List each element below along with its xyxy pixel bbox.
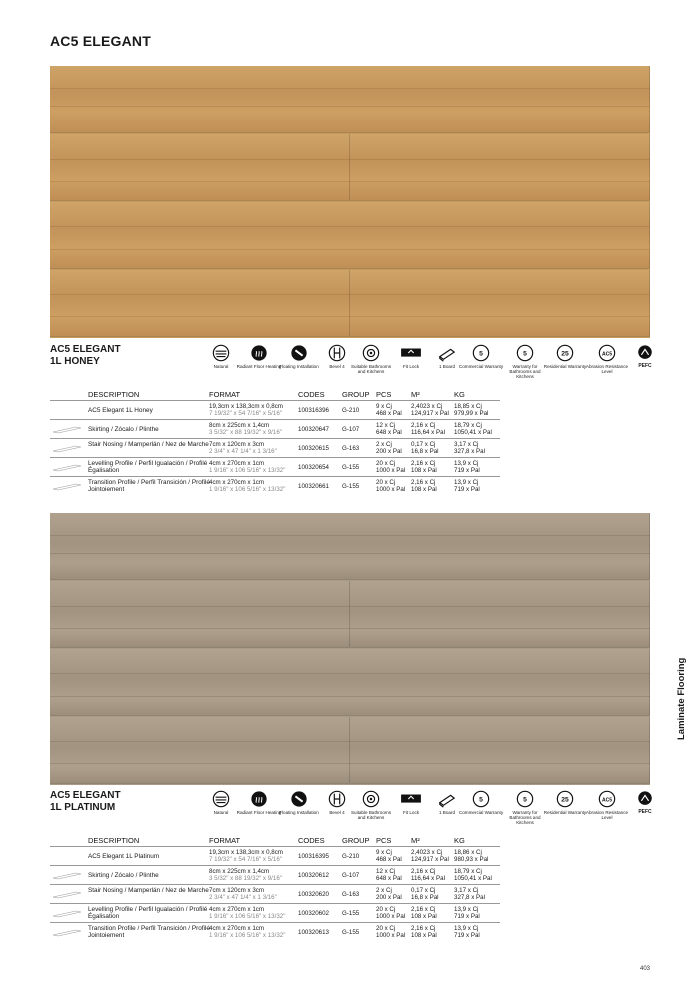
- row-group: G-107: [342, 426, 360, 433]
- feature-residential-warranty: [542, 344, 588, 369]
- row-kg: 13,9 x Cj 719 x Pal: [454, 460, 480, 474]
- table-row: [50, 865, 500, 884]
- row-kg: 18,79 x Cj 1050,41 x Pal: [454, 868, 492, 882]
- column-header-description: DESCRIPTION: [88, 390, 140, 399]
- row-kg: 13,9 x Cj 719 x Pal: [454, 479, 480, 493]
- row-pcs: 20 x Cj 1000 x Pal: [376, 479, 406, 493]
- svg-text:AC5: AC5: [601, 797, 613, 804]
- column-header-format: FORMAT: [209, 390, 241, 399]
- svg-text:AC5: AC5: [601, 351, 613, 358]
- svg-text:5: 5: [479, 796, 483, 804]
- table-row: [50, 476, 500, 495]
- row-format: 4cm x 270cm x 1cm 1 9/16" x 106 5/16" x 13/32": [209, 925, 286, 939]
- feature-label: Commercial Warranty: [458, 364, 504, 369]
- column-header-group: GROUP: [342, 836, 370, 845]
- row-pcs: 20 x Cj 1000 x Pal: [376, 460, 406, 474]
- feature-commercial-warranty: [458, 790, 504, 815]
- pefc-icon: PEFC: [622, 344, 668, 369]
- row-m2: 2,16 x Cj 116,64 x Pal: [411, 422, 445, 436]
- feature-label: Residential Warranty: [543, 810, 587, 815]
- column-header-pcs: PCS: [376, 390, 392, 399]
- spec-table-platinum: [50, 837, 500, 945]
- row-code: 100320620: [298, 891, 329, 898]
- row-pcs: 2 x Cj 200 x Pal: [376, 887, 402, 901]
- row-m2: 2,16 x Cj 108 x Pal: [411, 906, 437, 920]
- table-row: [50, 419, 500, 438]
- row-pcs: 20 x Cj 1000 x Pal: [376, 906, 406, 920]
- feature-icons-platinum: [198, 790, 658, 830]
- row-kg: 18,79 x Cj 1050,41 x Pal: [454, 422, 492, 436]
- page-title: AC5 ELEGANT: [50, 33, 151, 49]
- column-header-codes: CODES: [298, 836, 325, 845]
- row-code: 100320602: [298, 910, 329, 917]
- column-header-pcs: PCS: [376, 836, 392, 845]
- section-side-label: Laminate Flooring: [676, 657, 687, 740]
- feature-label: Suitable Bathrooms and Kitchens: [350, 364, 392, 374]
- row-format: 4cm x 270cm x 1cm 1 9/16" x 106 5/16" x 13/32": [209, 906, 286, 920]
- row-group: G-210: [342, 407, 360, 414]
- column-header-group: GROUP: [342, 390, 370, 399]
- row-group: G-155: [342, 910, 360, 917]
- feature-label: Bevel 4: [329, 810, 345, 815]
- product-name-honey: AC5 ELEGANT 1L HONEY: [50, 344, 121, 367]
- feature-label: Natural: [213, 364, 229, 369]
- row-m2: 0,17 x Cj 16,8 x Pal: [411, 441, 439, 455]
- feature-label: Radiant Floor Heating: [236, 810, 282, 815]
- row-group: G-163: [342, 891, 360, 898]
- row-kg: 18,85 x Cj 979,99 x Pal: [454, 403, 489, 417]
- row-group: G-210: [342, 853, 360, 860]
- feature-label: Abrasion Resistance Level: [585, 364, 629, 374]
- row-description: AC5 Elegant 1L Platinum: [88, 852, 160, 860]
- row-description: AC5 Elegant 1L Honey: [88, 406, 153, 414]
- table-row: [50, 884, 500, 903]
- row-group: G-107: [342, 872, 360, 879]
- table-row: [50, 457, 500, 476]
- feature-label: 1 Board: [438, 364, 456, 369]
- table-row: [50, 846, 500, 865]
- row-description: Stair Nosing / Mamperlán / Nez de Marche: [88, 441, 209, 448]
- row-code: 100320613: [298, 929, 329, 936]
- row-format: 4cm x 270cm x 1cm 1 9/16" x 106 5/16" x 13/32": [209, 479, 286, 493]
- column-header-codes: CODES: [298, 390, 325, 399]
- row-code: 100320615: [298, 445, 329, 452]
- row-format: 19,3cm x 138,3cm x 0,8cm 7 19/32" x 54 7/16" x 5/16": [209, 849, 283, 863]
- row-pcs: 12 x Cj 648 x Pal: [376, 422, 402, 436]
- row-code: 100316396: [298, 407, 329, 414]
- table-row: [50, 438, 500, 457]
- row-code: 100320654: [298, 464, 329, 471]
- row-code: 100320661: [298, 483, 329, 490]
- feature-pefc: [622, 344, 668, 369]
- column-header-m2: M²: [411, 390, 420, 399]
- row-pcs: 9 x Cj 468 x Pal: [376, 849, 402, 863]
- row-pcs: 2 x Cj 200 x Pal: [376, 441, 402, 455]
- pefc-icon: PEFC: [622, 790, 668, 815]
- row-pcs: 20 x Cj 1000 x Pal: [376, 925, 406, 939]
- column-header-description: DESCRIPTION: [88, 836, 140, 845]
- row-format: 7cm x 120cm x 3cm 2 3/4" x 47 1/4" x 1 3/16": [209, 441, 277, 455]
- row-kg: 18,86 x Cj 980,93 x Pal: [454, 849, 489, 863]
- table-row: [50, 400, 500, 419]
- row-code: 100320612: [298, 872, 329, 879]
- row-description: Skirting / Zócalo / Plinthe: [88, 425, 159, 433]
- row-format: 8cm x 225cm x 1,4cm 3 5/32" x 88 19/32" x 9/16": [209, 868, 282, 882]
- page-number: 403: [639, 966, 650, 972]
- feature-label: Natural: [213, 810, 229, 815]
- row-description: Levelling Profile / Perfil Igualación / Profilé Égalisation: [88, 906, 208, 921]
- row-description: Skirting / Zócalo / Plinthe: [88, 871, 159, 879]
- row-format: 7cm x 120cm x 3cm 2 3/4" x 47 1/4" x 1 3/16": [209, 887, 277, 901]
- commercial-warranty-icon: [458, 344, 504, 362]
- row-description: Transition Profile / Perfil Transición / Profilé Jointoiement: [88, 925, 210, 940]
- row-kg: 3,17 x Cj 327,8 x Pal: [454, 887, 485, 901]
- row-format: 4cm x 270cm x 1cm 1 9/16" x 106 5/16" x 13/32": [209, 460, 286, 474]
- feature-label: Commercial Warranty: [458, 810, 504, 815]
- feature-label: Floating Installation: [279, 810, 319, 815]
- row-format: 19,3cm x 138,3cm x 0,8cm 7 19/32" x 54 7/16" x 5/16": [209, 403, 283, 417]
- svg-text:5: 5: [523, 350, 527, 358]
- row-group: G-163: [342, 445, 360, 452]
- row-code: 100316395: [298, 853, 329, 860]
- row-description: Transition Profile / Perfil Transición / Profilé Jointoiement: [88, 479, 210, 494]
- row-group: G-155: [342, 929, 360, 936]
- row-m2: 2,16 x Cj 108 x Pal: [411, 460, 437, 474]
- product-name-platinum: AC5 ELEGANT 1L PLATINUM: [50, 790, 121, 813]
- feature-icons-honey: [198, 344, 658, 384]
- feature-label: Fit Lock: [402, 364, 420, 369]
- feature-label: Floating Installation: [279, 364, 319, 369]
- commercial-warranty-icon: [458, 790, 504, 808]
- row-m2: 2,16 x Cj 108 x Pal: [411, 925, 437, 939]
- feature-commercial-warranty: [458, 344, 504, 369]
- row-m2: 2,4023 x Cj 124,917 x Pal: [411, 403, 449, 417]
- svg-text:5: 5: [479, 350, 483, 358]
- feature-label: Abrasion Resistance Level: [585, 810, 629, 820]
- table-row: [50, 922, 500, 941]
- row-kg: 13,9 x Cj 719 x Pal: [454, 906, 480, 920]
- row-kg: 13,9 x Cj 719 x Pal: [454, 925, 480, 939]
- row-kg: 3,17 x Cj 327,8 x Pal: [454, 441, 485, 455]
- row-m2: 2,4023 x Cj 124,917 x Pal: [411, 849, 449, 863]
- feature-label: Warranty for Bathrooms and Kitchens: [509, 364, 541, 379]
- feature-label: Warranty for Bathrooms and Kitchens: [509, 810, 541, 825]
- row-m2: 2,16 x Cj 108 x Pal: [411, 479, 437, 493]
- residential-warranty-icon: [542, 790, 588, 808]
- residential-warranty-icon: [542, 344, 588, 362]
- svg-text:25: 25: [561, 350, 569, 358]
- column-header-m2: M²: [411, 836, 420, 845]
- column-header-kg: KG: [454, 390, 465, 399]
- svg-text:5: 5: [523, 796, 527, 804]
- feature-label: Radiant Floor Heating: [236, 364, 282, 369]
- row-group: G-155: [342, 464, 360, 471]
- svg-text:25: 25: [561, 796, 569, 804]
- column-header-format: FORMAT: [209, 836, 241, 845]
- row-m2: 0,17 x Cj 16,8 x Pal: [411, 887, 439, 901]
- spec-table-honey: [50, 391, 500, 499]
- floor-photo-honey: [50, 66, 650, 338]
- feature-label: Residential Warranty: [543, 364, 587, 369]
- row-m2: 2,16 x Cj 116,64 x Pal: [411, 868, 445, 882]
- feature-label: 1 Board: [438, 810, 456, 815]
- row-pcs: 12 x Cj 648 x Pal: [376, 868, 402, 882]
- feature-label: Suitable Bathrooms and Kitchens: [350, 810, 392, 820]
- row-pcs: 9 x Cj 468 x Pal: [376, 403, 402, 417]
- feature-pefc: [622, 790, 668, 815]
- row-description: Stair Nosing / Mamperlán / Nez de Marche: [88, 887, 209, 894]
- feature-label: Bevel 4: [329, 364, 345, 369]
- row-description: Levelling Profile / Perfil Igualación / Profilé Égalisation: [88, 460, 208, 475]
- floor-photo-platinum: [50, 513, 650, 785]
- column-header-kg: KG: [454, 836, 465, 845]
- row-group: G-155: [342, 483, 360, 490]
- feature-residential-warranty: [542, 790, 588, 815]
- table-row: [50, 903, 500, 922]
- feature-label: Fit Lock: [402, 810, 420, 815]
- row-format: 8cm x 225cm x 1,4cm 3 5/32" x 88 19/32" x 9/16": [209, 422, 282, 436]
- row-code: 100320647: [298, 426, 329, 433]
